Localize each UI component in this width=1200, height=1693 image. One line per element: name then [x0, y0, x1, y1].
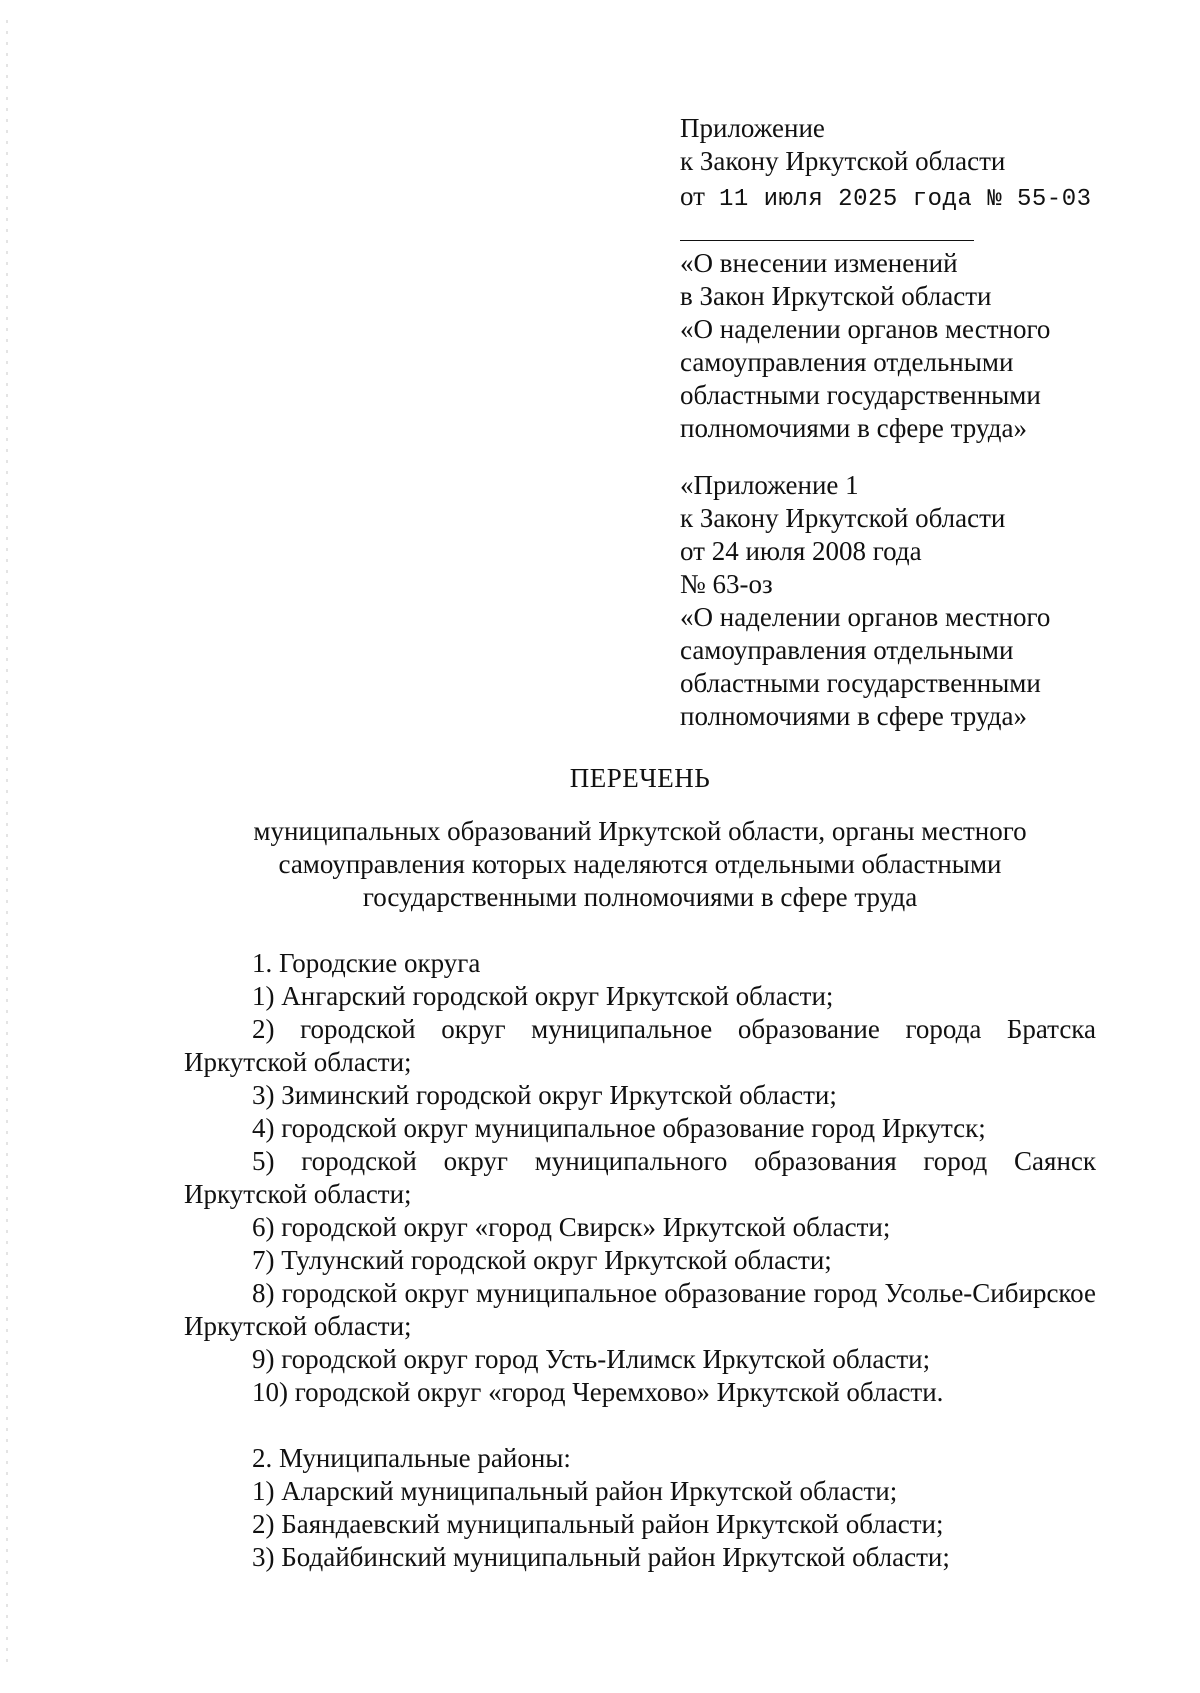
section-heading: 1. Городские округа — [252, 948, 481, 978]
list-item: 5) городской округ муниципального образования город Саянск Иркутской области; — [184, 1146, 1096, 1209]
appendix-line: «О наделении органов местного — [680, 602, 1051, 632]
appendix-line: «Приложение 1 — [680, 470, 859, 500]
amend-line: полномочиями в сфере труда» — [680, 413, 1027, 443]
appendix-line: к Закону Иркутской области — [680, 503, 1006, 533]
municipality-list — [184, 947, 1096, 1574]
list-item: 7) Тулунский городской округ Иркутской области; — [252, 1245, 832, 1275]
list-item: 2) городской округ муниципальное образование города Братска Иркутской области; — [184, 1014, 1096, 1077]
appendix-line: от 24 июля 2008 года — [680, 536, 922, 566]
list-item: 6) городской округ «город Свирск» Иркутской области; — [252, 1212, 891, 1242]
appendix-header — [680, 112, 1180, 733]
list-item: 3) Зиминский городской округ Иркутской области; — [252, 1080, 837, 1110]
amend-line: «О внесении изменений — [680, 248, 958, 278]
appendix-line: № 63-оз — [680, 569, 773, 599]
appendix-line: самоуправления отдельными — [680, 635, 1014, 665]
appendix-line: полномочиями в сфере труда» — [680, 701, 1027, 731]
document-title: ПЕРЕЧЕНЬ — [569, 763, 711, 793]
date-prefix: от — [680, 181, 705, 211]
section-gap — [184, 1409, 1096, 1442]
date-stamp: 11 июля 2025 года № 55-03 — [718, 186, 1092, 213]
separator-rule — [680, 240, 974, 241]
subtitle-line: муниципальных образований Иркутской области, органы местного — [253, 816, 1027, 846]
list-item: 4) городской округ муниципальное образование город Иркутск; — [252, 1113, 986, 1143]
amend-line: областными государственными — [680, 380, 1041, 410]
list-item: 2) Баяндаевский муниципальный район Иркутской области; — [252, 1509, 944, 1539]
header-line: к Закону Иркутской области — [680, 146, 1006, 176]
list-item: 9) городской округ город Усть-Илимск Иркутской области; — [252, 1344, 931, 1374]
header-spacer — [680, 445, 1180, 469]
subtitle-line: государственными полномочиями в сфере труда — [362, 882, 918, 912]
list-item: 8) городской округ муниципальное образование город Усолье-Сибирское Иркутской области; — [184, 1278, 1096, 1341]
header-line: Приложение — [680, 113, 825, 143]
amend-line: в Закон Иркутской области — [680, 281, 992, 311]
amend-line: «О наделении органов местного — [680, 314, 1051, 344]
list-item: 1) Ангарский городской округ Иркутской области; — [252, 981, 834, 1011]
subtitle-line: самоуправления которых наделяются отдельными областными — [278, 849, 1002, 879]
list-item: 10) городской округ «город Черемхово» Иркутской области. — [252, 1377, 944, 1407]
scan-edge-artifact — [6, 20, 8, 1670]
list-item: 1) Аларский муниципальный район Иркутской области; — [252, 1476, 898, 1506]
section-heading: 2. Муниципальные районы: — [252, 1443, 571, 1473]
law-date-line — [680, 180, 1180, 216]
amend-line: самоуправления отдельными — [680, 347, 1014, 377]
appendix-line: областными государственными — [680, 668, 1041, 698]
list-item: 3) Бодайбинский муниципальный район Иркутской области; — [252, 1542, 950, 1572]
document-subtitle — [230, 815, 1050, 914]
